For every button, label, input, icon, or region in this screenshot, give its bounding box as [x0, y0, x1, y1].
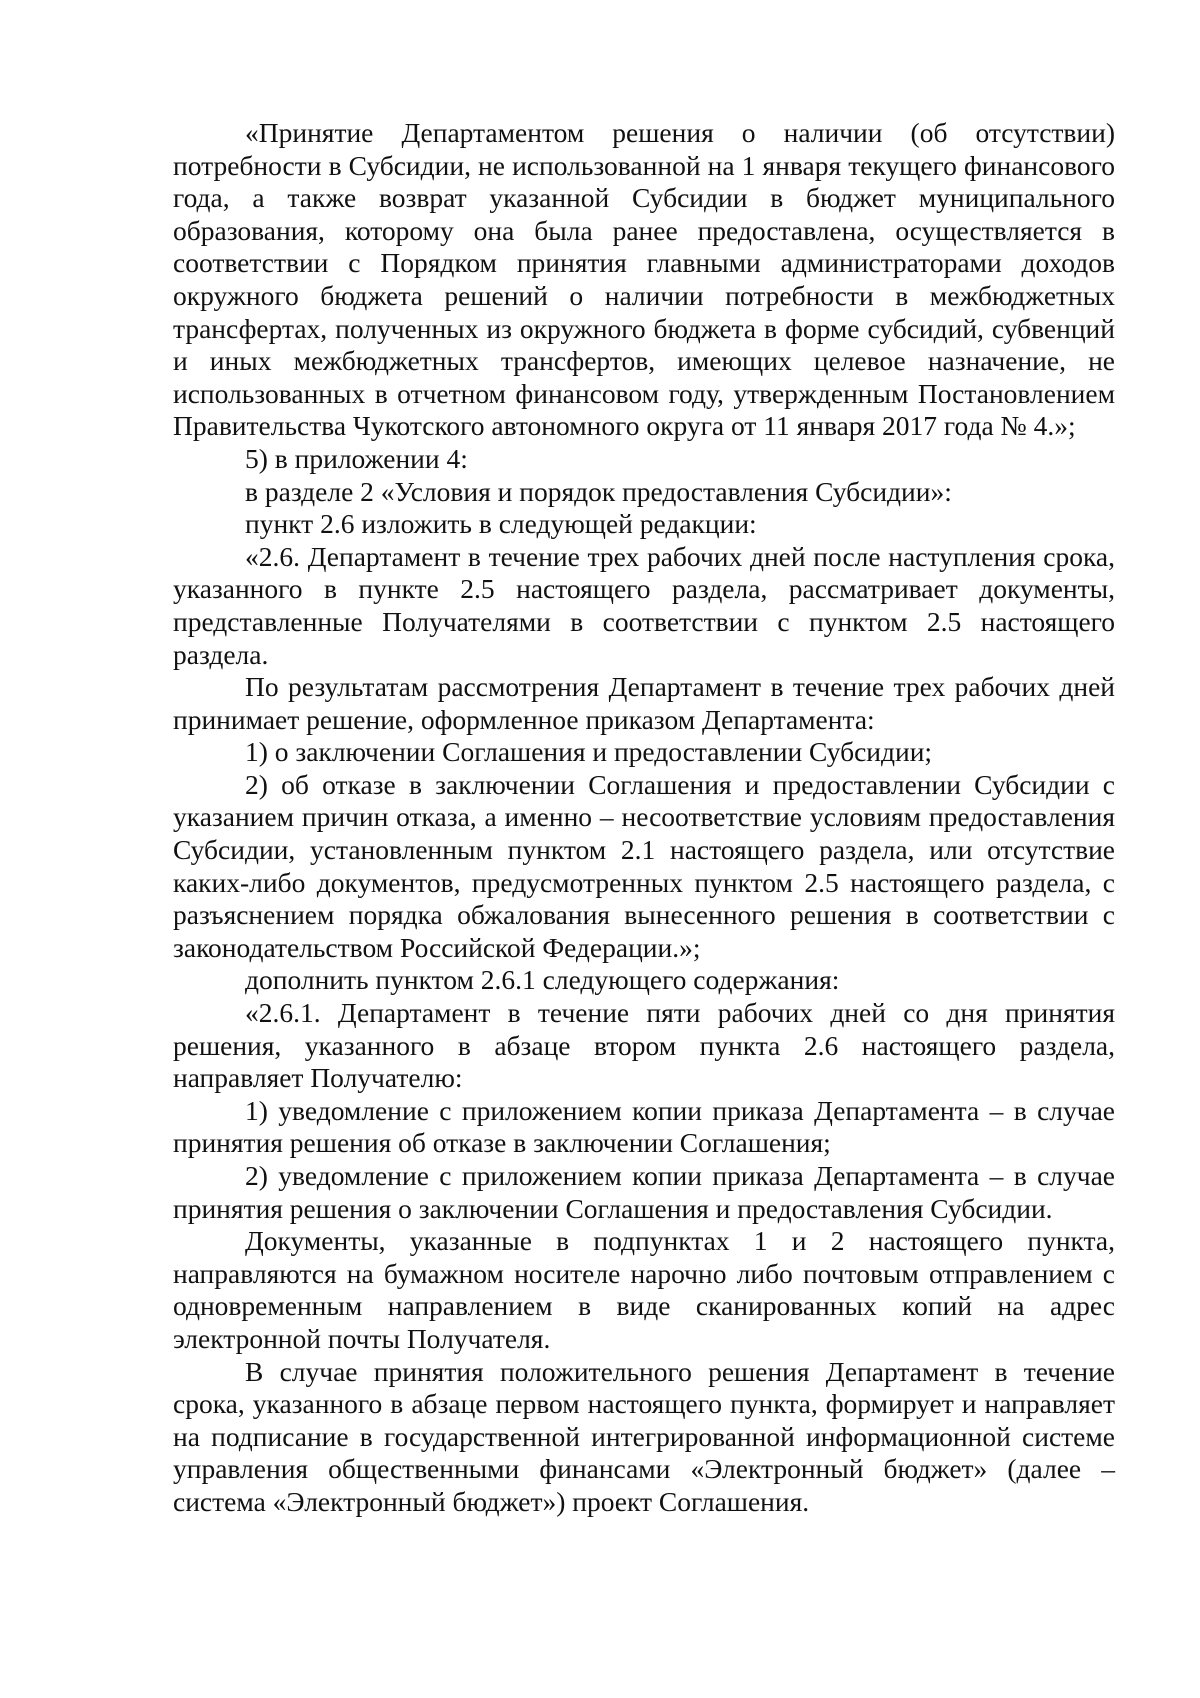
- paragraph-add-point-2-6-1: дополнить пунктом 2.6.1 следующего содержания:: [245, 964, 840, 996]
- paragraph-notice-refusal: 1) уведомление с приложением копии приказа Департамента – в случае принятия решения об отказе в заключении Соглашения;: [173, 1094, 1115, 1159]
- paragraph-point-2-6-intro: пункт 2.6 изложить в следующей редакции:: [245, 508, 757, 540]
- paragraph-point-2-6-1: «2.6.1. Департамент в течение пяти рабочих дней со дня принятия решения, указанного в абзаце втором пункта 2.6 настоящего раздела, направляет Получателю:: [173, 997, 1115, 1094]
- paragraph-documents-delivery: Документы, указанные в подпунктах 1 и 2 настоящего пункта, направляются на бумажном носителе нарочно либо почтовым отправлением с одновременным направлением в виде сканированных копий на адрес электронной почты Получателя.: [173, 1225, 1115, 1354]
- paragraph-decision-on-need: «Принятие Департаментом решения о наличии (об отсутствии) потребности в Субсидии, не использованной на 1 января текущего финансового года, а также возврат указанной Субсидии в бюджет муниципального образования, которому она была ранее предоставлена, осуществляется в соответствии с Порядком принятия главными администраторами доходов окружного бюджета решений о наличии потребности в межбюджетных трансфертах, полученных из окружного бюджета в форме субсидий, субвенций и иных межбюджетных трансфертов, имеющих целевое назначение, не использованных в отчетном финансовом году, утвержденным Постановлением Правительства Чукотского автономного округа от 11 января 2017 года № 4.»;: [173, 117, 1115, 442]
- paragraph-review-results: По результатам рассмотрения Департамент в течение трех рабочих дней принимает решение, оформленное приказом Департамента:: [173, 671, 1115, 735]
- paragraph-section-2: в разделе 2 «Условия и порядок предоставления Субсидии»:: [245, 475, 952, 507]
- paragraph-appendix-4: 5) в приложении 4:: [245, 442, 468, 474]
- paragraph-electronic-budget: В случае принятия положительного решения Департамент в течение срока, указанного в абзаце первом настоящего пункта, формирует и направляет на подписание в государственной интегрированной информационной системе управления общественными финансами «Электронный бюджет» (далее – система «Электронный бюджет») проект Соглашения.: [173, 1355, 1115, 1517]
- document-page: [173, 117, 1115, 1519]
- paragraph-point-2-6: «2.6. Департамент в течение трех рабочих дней после наступления срока, указанного в пункте 2.5 настоящего раздела, рассматривает документы, представленные Получателями в соответствии с пунктом 2.5 настоящего раздела.: [173, 540, 1115, 670]
- paragraph-item-2-refusal: 2) об отказе в заключении Соглашения и предоставлении Субсидии с указанием причин отказа, а именно – несоответствие условиям предоставления Субсидии, установленным пунктом 2.1 настоящего раздела, или отсутствие каких-либо документов, предусмотренных пунктом 2.5 настоящего раздела, с разъяснением порядка обжалования вынесенного решения в соответствии с законодательством Российской Федерации.»;: [173, 768, 1115, 963]
- paragraph-notice-conclusion: 2) уведомление с приложением копии приказа Департамента – в случае принятия решения о заключении Соглашения и предоставления Субсидии.: [173, 1160, 1115, 1224]
- paragraph-item-1-conclusion: 1) о заключении Соглашения и предоставлении Субсидии;: [245, 736, 933, 768]
